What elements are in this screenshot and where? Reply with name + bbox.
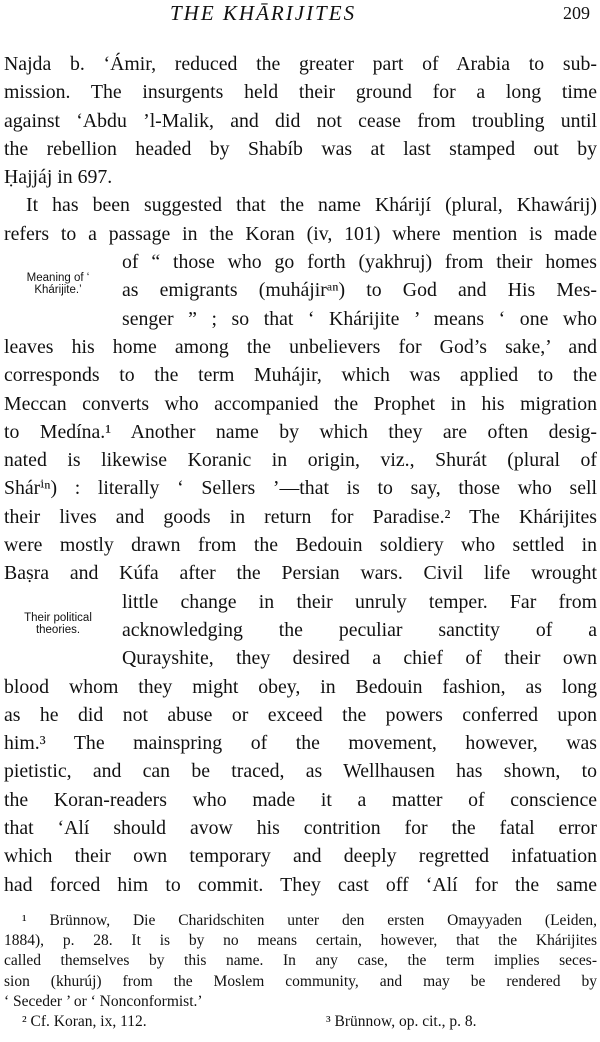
page-number: 209 — [563, 3, 590, 23]
text-line: him.³ The mainspring of the movement, however, was — [4, 732, 597, 755]
text-line: to Medína.¹ Another name by which they are often desig- — [4, 420, 597, 443]
margin-note-political-theories: Their political theories. — [24, 612, 92, 636]
text-line: Ḥajjáj in 697. — [4, 166, 113, 189]
footnote-row — [4, 1012, 597, 1034]
text-line: Najda b. ‘Ámir, reduced the greater part of Arabia to sub- — [4, 53, 597, 75]
footnote-2: ² Cf. Koran, ix, 112. — [22, 1012, 147, 1030]
text-line: refers to a passage in the Koran (iv, 101) where mention is made — [4, 222, 597, 245]
text-line: senger ” ; so that ‘ Khárijite ’ means ‘ one who — [122, 307, 597, 330]
text-line: which their own temporary and deeply regretted infatuation — [4, 845, 597, 868]
text-line: nated is likewise Koranic in origin, viz., Shurát (plural of — [4, 449, 597, 472]
text-line: Qurayshite, they desired a chief of their own — [122, 647, 597, 670]
text-line: acknowledging the peculiar sanctity of a — [122, 618, 597, 641]
margin-note-meaning: Meaning of ‘ Khárijite.’ — [26, 272, 90, 296]
text-line: as emigrants (muhájirᵃⁿ) to God and His Mes- — [122, 279, 597, 302]
text-line: blood whom they might obey, in Bedouin fashion, as long — [4, 675, 597, 698]
text-line: the rebellion headed by Shabíb was at last stamped out by — [4, 137, 597, 160]
text-line: corresponds to the term Muhájir, which was applied to the — [4, 364, 597, 387]
text-line: little change in their unruly temper. Far from — [122, 590, 597, 613]
footnote-line: 1884), p. 28. It is by no means certain, however, that the Khárijites — [4, 932, 597, 950]
footnote-line: ¹ Brünnow, Die Charidschiten unter den ersten Omayyaden (Leiden, — [22, 912, 597, 929]
text-line: Shárⁱⁿ) : literally ‘ Sellers ’—that is to say, those who sell — [4, 477, 597, 500]
text-line: had forced him to commit. They cast off ‘Alí for the same — [4, 873, 597, 896]
text-line: against ‘Abdu ’l-Malik, and did not cease from troubling until — [4, 109, 597, 132]
footnotes — [4, 911, 597, 1034]
text-line: the Koran-readers who made it a matter of conscience — [4, 788, 597, 811]
text-line: leaves his home among the unbelievers for God’s sake,’ and — [4, 335, 597, 358]
footnote-line: called themselves by this name. In any case, the term implies seces- — [4, 952, 597, 970]
footnote-line: sion (khurúj) from the Moslem community, and may be rendered by — [4, 972, 597, 990]
body-text — [4, 50, 597, 899]
text-line: as he did not abuse or exceed the powers conferred upon — [4, 703, 597, 726]
text-line: Baṣra and Kúfa after the Persian wars. Civil life wrought — [4, 562, 597, 585]
text-line: pietistic, and can be traced, as Wellhausen has shown, to — [4, 760, 597, 783]
text-line: Meccan converts who accompanied the Prophet in his migration — [4, 392, 597, 415]
text-line: mission. The insurgents held their ground for a long time — [4, 81, 597, 104]
footnote-line: ‘ Seceder ’ or ‘ Nonconformist.’ — [4, 992, 203, 1010]
running-title: THE KHĀRIJITES — [170, 1, 357, 25]
text-line: their lives and goods in return for Paradise.² The Khárijites — [4, 505, 597, 528]
footnote-3: ³ Brünnow, op. cit., p. 8. — [326, 1012, 477, 1030]
page-header — [0, 0, 600, 28]
text-line: It has been suggested that the name Khárijí (plural, Khawárij) — [26, 194, 597, 217]
text-line: of “ those who go forth (yakhruj) from their homes — [122, 251, 597, 274]
text-line: were mostly drawn from the Bedouin soldiery who settled in — [4, 534, 597, 557]
text-line: that ‘Alí should avow his contrition for the fatal error — [4, 817, 597, 840]
